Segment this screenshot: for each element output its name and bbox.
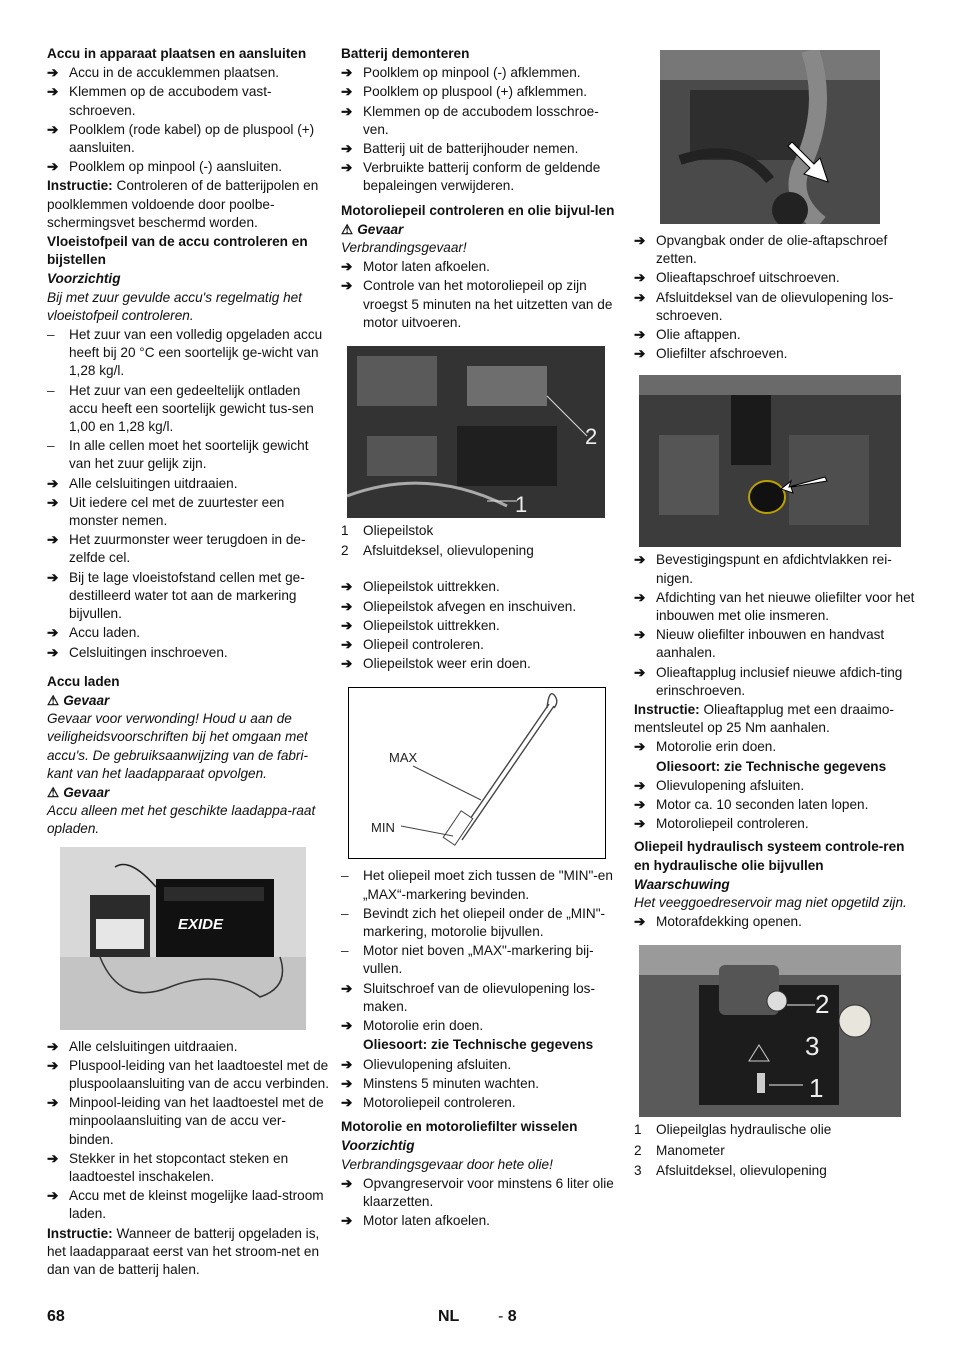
warning-label: ⚠ Gevaar (341, 221, 623, 239)
step-item (341, 1075, 623, 1093)
arrow-bullet-icon: ➔ (341, 1075, 353, 1091)
item-text: Uit iedere cel met de zuurtester een monster nemen. (69, 494, 285, 529)
caution-text: Bij met zuur gevulde accu's regelmatig het vloeistofpeil controleren. (47, 289, 302, 323)
arrow-bullet-icon: ➔ (341, 1056, 353, 1072)
step-list (634, 551, 916, 700)
arrow-bullet-icon: ➔ (341, 980, 353, 996)
item-text: Poolklem op minpool (-) afklemmen. (363, 65, 581, 81)
item-text: Olieaftapschroef uitschroeven. (656, 270, 840, 286)
arrow-bullet-icon: ➔ (634, 289, 646, 305)
arrow-bullet-icon: ➔ (634, 346, 646, 362)
step-item (341, 655, 623, 673)
step-item (634, 815, 916, 833)
step-item (634, 269, 916, 287)
step-list (634, 738, 916, 756)
item-text: Controle van het motoroliepeil op zijn vroegst 5 minuten na het uitzetten van de motor uitvoeren. (363, 278, 613, 330)
arrow-bullet-icon: ➔ (634, 664, 646, 680)
step-item (47, 158, 329, 176)
item-text: Accu met de kleinst mogelijke laad-stroom laden. (69, 1188, 324, 1222)
step-item (341, 103, 623, 139)
item-text: Accu in de accuklemmen plaatsen. (69, 65, 280, 81)
caution-text: Het veeggoedreservoir mag niet opgetild zijn. (634, 895, 907, 911)
warning-text: Accu alleen met het geschikte laadappa-raat opladen. (47, 803, 316, 837)
arrow-bullet-icon: ➔ (634, 327, 646, 343)
item-text: Het zuur van een gedeeltelijk ontladen accu heeft een soortelijk gewicht tus-sen 1,00 en 1,28 kg/l. (69, 382, 314, 435)
step-item (341, 159, 623, 195)
item-text: Afsluitdeksel van de olievulopening los-schroeven. (656, 289, 894, 323)
warning-label: ⚠ Gevaar (47, 692, 329, 710)
caution-text: Verbrandingsgevaar door hete olie! (341, 1156, 553, 1172)
step-item (634, 626, 916, 662)
arrow-bullet-icon: ➔ (341, 579, 353, 595)
arrow-bullet-icon: ➔ (634, 914, 646, 930)
svg-text:3: 3 (805, 1031, 820, 1062)
instruction: Instructie: Olieaftapplug met een draaimo-mentsleutel op 25 Nm aanhalen. (634, 702, 894, 736)
item-text: Motorolie erin doen. (363, 1018, 484, 1034)
arrow-bullet-icon: ➔ (634, 777, 646, 793)
arrow-bullet-icon: ➔ (47, 625, 59, 641)
arrow-bullet-icon: ➔ (341, 259, 353, 275)
warning-icon: ⚠ (47, 692, 60, 708)
heading: Accu in apparaat plaatsen en aansluiten (47, 46, 307, 61)
caption: 1 Oliepeilglas hydraulische olie (634, 1122, 832, 1138)
item-text: Oliepeilstok weer erin doen. (363, 656, 531, 672)
arrow-bullet-icon: ➔ (47, 1150, 59, 1166)
dash-bullet-icon: – (47, 438, 55, 454)
step-item (47, 531, 329, 567)
item-text: Bevestigingspunt en afdichtvlakken rei-nigen. (656, 552, 892, 586)
item-text: Oliepeilstok afvegen en inschuiven. (363, 598, 577, 614)
oil-filter-photo (639, 375, 901, 547)
item-text: Oliepeilstok uittrekken. (363, 617, 500, 633)
item-text: Het zuur van een volledig opgeladen accu heeft bij 20 °C een soortelijk ge-wicht van 1,28 kg/l. (69, 327, 323, 379)
item-text: Bevindt zich het oliepeil onder de „MIN"-markering, motorolie bijvullen. (363, 905, 606, 940)
instruction: Instructie: Wanneer de batterij opgeladen is, het laadapparaat eerst van het stroom-net en dan van de batterij halen. (47, 1225, 320, 1277)
item-text: Bij te lage vloeistofstand cellen met ge-destilleerd water tot aan de markering bijvullen. (69, 569, 305, 622)
arrow-bullet-icon: ➔ (634, 589, 646, 605)
step-item (634, 664, 916, 700)
item-text: Batterij uit de batterijhouder nemen. (363, 141, 579, 157)
step-list (634, 777, 916, 834)
item-text: Nieuw oliefilter inbouwen en handvast aanhalen. (656, 627, 885, 661)
step-item (341, 140, 623, 158)
arrow-bullet-icon: ➔ (634, 270, 646, 286)
arrow-bullet-icon: ➔ (47, 475, 59, 491)
caution-label: Voorzichtig (47, 271, 121, 287)
arrow-bullet-icon: ➔ (634, 627, 646, 643)
step-item (47, 644, 329, 662)
arrow-bullet-icon: ➔ (634, 552, 646, 568)
item-text: Motorafdekking openen. (656, 914, 802, 930)
step-item (47, 1057, 329, 1093)
arrow-bullet-icon: ➔ (634, 797, 646, 813)
arrow-bullet-icon: ➔ (634, 816, 646, 832)
language-code: NL (438, 1308, 460, 1325)
step-item (341, 636, 623, 654)
arrow-bullet-icon: ➔ (341, 1213, 353, 1229)
step-item (634, 345, 916, 363)
oil-type-note: Oliesoort: zie Technische gegevens (656, 758, 887, 774)
arrow-bullet-icon: ➔ (47, 84, 59, 100)
item-text: Poolklem op minpool (-) aansluiten. (69, 159, 283, 175)
item-text: Klemmen op de accubodem losschroe-ven. (363, 103, 599, 137)
warning-text: Gevaar voor verwonding! Houd u aan de veiligheidsvoorschriften bij het omgaan met accu's. De gebruiksaanwijzing van de fabri-kant van het laadapparaat opvolgen. (47, 711, 309, 781)
arrow-bullet-icon: ➔ (47, 494, 59, 510)
item-text: Celsluitingen inschroeven. (69, 644, 228, 660)
step-item (634, 232, 916, 268)
arrow-bullet-icon: ➔ (341, 1175, 353, 1191)
arrow-bullet-icon: ➔ (341, 1018, 353, 1034)
step-item (341, 1175, 623, 1211)
arrow-bullet-icon: ➔ (341, 637, 353, 653)
hydraulic-tank-photo (639, 945, 901, 1117)
step-item (341, 1094, 623, 1112)
oil-drain-photo (660, 50, 880, 224)
note-item (341, 905, 623, 941)
caption: 2 Afsluitdeksel, olievulopening (341, 543, 534, 559)
arrow-bullet-icon: ➔ (341, 1094, 353, 1110)
arrow-bullet-icon: ➔ (634, 233, 646, 248)
oil-type-note: Oliesoort: zie Technische gegevens (363, 1037, 594, 1053)
step-list (47, 64, 329, 176)
engine-dipstick-photo (347, 346, 605, 518)
item-text: In alle cellen moet het soortelijk gewicht van het zuur gelijk zijn. (69, 438, 309, 472)
item-text: Olievulopening afsluiten. (656, 777, 805, 793)
note-list (341, 867, 623, 978)
arrow-bullet-icon: ➔ (47, 1038, 59, 1054)
item-text: Accu laden. (69, 625, 141, 641)
note-list (47, 326, 329, 474)
arrow-bullet-icon: ➔ (47, 1188, 59, 1204)
arrow-bullet-icon: ➔ (634, 739, 646, 755)
warning-label: ⚠ Gevaar (47, 784, 329, 802)
item-text: Oliepeilstok uittrekken. (363, 579, 500, 595)
dash-bullet-icon: – (47, 327, 55, 343)
arrow-bullet-icon: ➔ (341, 598, 353, 614)
arrow-bullet-icon: ➔ (341, 65, 353, 81)
arrow-bullet-icon: ➔ (341, 617, 353, 633)
step-item (341, 83, 623, 101)
step-item (341, 1212, 623, 1230)
note-item (341, 867, 623, 903)
step-list (341, 1056, 623, 1113)
arrow-bullet-icon: ➔ (341, 656, 353, 672)
item-text: Stekker in het stopcontact steken en laadtoestel inschakelen. (69, 1150, 289, 1184)
item-text: Motoroliepeil controleren. (363, 1094, 516, 1110)
step-list (341, 258, 623, 332)
caption: 3 Afsluitdeksel, olievulopening (634, 1162, 827, 1178)
item-text: Oliepeil controleren. (363, 637, 484, 653)
arrow-bullet-icon: ➔ (47, 121, 59, 137)
item-text: Olieaftapplug inclusief nieuwe afdich-ting erinschroeven. (656, 664, 903, 698)
item-text: Oliefilter afschroeven. (656, 346, 788, 362)
arrow-bullet-icon: ➔ (341, 160, 353, 176)
step-list (341, 578, 623, 673)
heading: Motoroliepeil controleren en olie bijvul-len (341, 202, 615, 218)
item-text: Het oliepeil moet zich tussen de "MIN"-en „MAX“-markering bevinden. (363, 868, 613, 902)
item-text: Motor ca. 10 seconden laten lopen. (656, 797, 869, 813)
arrow-bullet-icon: ➔ (47, 644, 59, 660)
note-item (47, 326, 329, 381)
step-item (341, 1017, 623, 1035)
item-text: Klemmen op de accubodem vast-schroeven. (69, 84, 272, 118)
heading: Vloeistofpeil van de accu controleren en bijstellen (47, 234, 308, 268)
step-item (47, 494, 329, 530)
caution-label: Waarschuwing (634, 876, 730, 892)
step-item (634, 289, 916, 325)
arrow-bullet-icon: ➔ (341, 278, 353, 294)
arrow-bullet-icon: ➔ (341, 103, 353, 119)
item-text: Minstens 5 minuten wachten. (363, 1075, 540, 1091)
item-text: Afdichting van het nieuwe oliefilter voor het inbouwen met olie insmeren. (656, 589, 915, 624)
item-text: Motor laten afkoelen. (363, 259, 490, 275)
item-text: Olievulopening afsluiten. (363, 1056, 512, 1072)
item-text: Motoroliepeil controleren. (656, 816, 809, 832)
step-item (341, 277, 623, 332)
battery-charger-photo (60, 847, 306, 1030)
heading: Motorolie en motoroliefilter wisselen (341, 1119, 578, 1135)
item-text: Alle celsluitingen uitdraaien. (69, 1038, 238, 1054)
step-list (634, 913, 916, 931)
step-item (341, 64, 623, 82)
item-text: Minpool-leiding van het laadtoestel met de minpoolaansluiting van de accu ver-binden. (69, 1095, 324, 1147)
warning-icon: ⚠ (341, 221, 354, 237)
column-2 (341, 44, 623, 1231)
warning-text: Verbrandingsgevaar! (341, 240, 467, 256)
arrow-bullet-icon: ➔ (47, 569, 59, 585)
step-item (341, 598, 623, 616)
step-item (341, 258, 623, 276)
item-text: Het zuurmonster weer terugdoen in de-zelfde cel. (69, 532, 306, 566)
arrow-bullet-icon: ➔ (47, 159, 59, 175)
svg-text:2: 2 (815, 989, 830, 1020)
step-item (634, 913, 916, 931)
step-list (341, 980, 623, 1036)
step-list (47, 475, 329, 662)
step-item (47, 121, 329, 157)
section-page: - 8 (498, 1308, 517, 1325)
item-text: Alle celsluitingen uitdraaien. (69, 475, 238, 491)
arrow-bullet-icon: ➔ (341, 141, 353, 157)
arrow-bullet-icon: ➔ (47, 1095, 59, 1111)
caution-label: Voorzichtig (341, 1138, 415, 1154)
note-item (341, 942, 623, 978)
item-text: Opvangbak onder de olie-aftapschroef zetten. (656, 233, 888, 267)
arrow-bullet-icon: ➔ (47, 532, 59, 548)
item-text: Poolklem op pluspool (+) afklemmen. (363, 84, 588, 100)
arrow-bullet-icon: ➔ (47, 1057, 59, 1073)
svg-text:2: 2 (585, 424, 598, 450)
heading: Batterij demonteren (341, 46, 470, 61)
step-item (634, 738, 916, 756)
arrow-bullet-icon: ➔ (47, 65, 59, 81)
step-item (47, 83, 329, 119)
item-text: Motor laten afkoelen. (363, 1213, 490, 1229)
step-item (47, 475, 329, 493)
step-item (47, 1187, 329, 1223)
item-text: Opvangreservoir voor minstens 6 liter olie klaarzetten. (363, 1175, 614, 1209)
step-list (341, 64, 623, 195)
step-item (47, 624, 329, 642)
min-label: MIN (371, 820, 395, 836)
max-label: MAX (389, 750, 418, 766)
dash-bullet-icon: – (341, 943, 349, 959)
step-item (47, 569, 329, 624)
dash-bullet-icon: – (47, 382, 55, 398)
column-1 (47, 44, 329, 1280)
step-item (47, 1150, 329, 1186)
step-item (47, 64, 329, 82)
step-item (634, 326, 916, 344)
step-item (634, 589, 916, 625)
step-item (634, 777, 916, 795)
caption: 2 Manometer (634, 1142, 725, 1158)
column-3 (634, 44, 916, 1182)
step-item (341, 1056, 623, 1074)
item-text: Pluspool-leiding van het laadtoestel met de pluspoolaansluiting van de accu verbinden. (69, 1057, 329, 1091)
arrow-bullet-icon: ➔ (341, 84, 353, 100)
step-item (634, 796, 916, 814)
warning-icon: ⚠ (47, 784, 60, 800)
step-item (47, 1094, 329, 1149)
svg-text:1: 1 (515, 492, 528, 518)
instruction: Instructie: Controleren of de batterijpolen en poolklemmen voldoende door poolbe-schermingsvet beschermd worden. (47, 178, 319, 230)
brand-logo: EXIDE (178, 915, 224, 933)
item-text: Motor niet boven „MAX"-markering bij-vullen. (363, 943, 594, 977)
dipstick-diagram (348, 687, 606, 859)
item-text: Verbruikte batterij conform de geldende bepaleingen verwijderen. (363, 160, 601, 194)
heading: Oliepeil hydraulisch systeem controle-ren en hydraulische olie bijvullen (634, 839, 905, 873)
svg-text:1: 1 (809, 1073, 824, 1104)
step-item (634, 551, 916, 587)
heading: Accu laden (47, 673, 120, 689)
step-list (47, 1038, 329, 1224)
step-item (341, 980, 623, 1016)
page-number: 68 (47, 1308, 65, 1325)
note-item (47, 382, 329, 437)
step-item (47, 1038, 329, 1056)
caption: 1 Oliepeilstok (341, 523, 434, 539)
item-text: Poolklem (rode kabel) op de pluspool (+) aansluiten. (69, 121, 315, 156)
step-list (341, 1175, 623, 1231)
step-item (341, 617, 623, 635)
step-item (341, 578, 623, 596)
dash-bullet-icon: – (341, 905, 349, 921)
dash-bullet-icon: – (341, 868, 349, 884)
item-text: Olie aftappen. (656, 327, 741, 343)
item-text: Sluitschroef van de olievulopening los-maken. (363, 980, 595, 1014)
item-text: Motorolie erin doen. (656, 739, 777, 755)
step-list (634, 232, 916, 363)
note-item (47, 437, 329, 473)
